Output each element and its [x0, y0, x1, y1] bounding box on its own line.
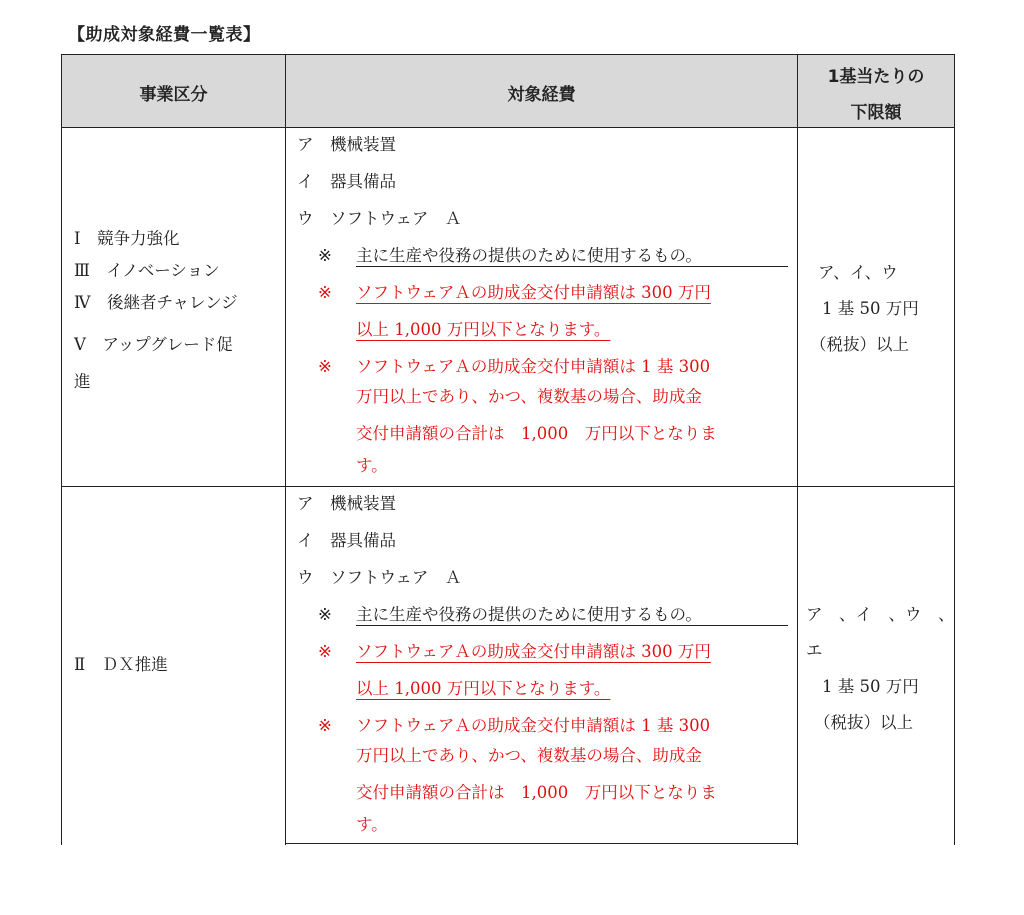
table-border-header-bottom	[61, 127, 955, 128]
row2-note2-cont	[356, 678, 610, 700]
row2-limit-1: ア 、イ 、ウ 、	[806, 605, 955, 624]
header-expense: 対象経費	[507, 85, 576, 105]
row2-item-1: ア 機械装置	[297, 494, 396, 513]
note-mark: ※	[318, 605, 332, 624]
table-border-top	[61, 54, 955, 55]
note-mark: ※	[318, 283, 332, 302]
note-mark: ※	[318, 716, 332, 735]
row1-note2-cont	[356, 319, 610, 341]
row2-note2	[318, 641, 711, 663]
header-limit-line2: 下限額	[850, 103, 902, 123]
note2-line1: ソフトウェアＡの助成金交付申請額は 300 万円	[356, 283, 711, 302]
row1-note3	[318, 356, 710, 378]
row1-category-3: Ⅳ 後継者チャレンジ	[74, 293, 238, 312]
row1-category-2: Ⅲ イノベーション	[74, 261, 220, 280]
table-border-row-divider	[61, 486, 955, 487]
note2-line1: ソフトウェアＡの助成金交付申請額は 300 万円	[356, 642, 711, 661]
row1-note3-line2: 万円以上であり、かつ、複数基の場合、助成金	[356, 387, 702, 406]
note-mark: ※	[318, 246, 332, 265]
row1-limit-1: ア、イ、ウ	[818, 263, 898, 282]
row1-category-5: 進	[74, 372, 91, 391]
header-category: 事業区分	[139, 85, 208, 105]
row1-category-4: Ⅴ アップグレード促	[74, 335, 233, 354]
row2-note3-line2: 万円以上であり、かつ、複数基の場合、助成金	[356, 746, 702, 765]
row1-note2	[318, 282, 711, 304]
row2-limit-2: エ	[806, 641, 823, 660]
row1-limit-3: （税抜）以上	[810, 335, 909, 354]
row1-category-1: Ⅰ 競争力強化	[74, 229, 180, 248]
note-mark: ※	[318, 642, 332, 661]
row2-note3	[318, 715, 710, 737]
table-border-col2	[797, 54, 798, 845]
note1-text: 主に生産や役務の提供のために使用するもの。	[356, 246, 702, 265]
row2-item-2: イ 器具備品	[297, 531, 396, 550]
row1-note3-line4: す。	[356, 456, 388, 475]
table-border-col1	[285, 54, 286, 845]
note3-line1: ソフトウェアＡの助成金交付申請額は 1 基 300	[356, 716, 711, 735]
row1-item-2: イ 器具備品	[297, 172, 396, 191]
row2-note3-line4: す。	[356, 815, 388, 834]
row2-limit-3: 1 基 50 万円	[822, 677, 919, 696]
row1-item-1: ア 機械装置	[297, 135, 396, 154]
row2-limit-4: （税抜）以上	[814, 713, 913, 732]
row1-note1-rule	[356, 266, 788, 267]
header-limit-line1: 1基当たりの	[827, 67, 925, 87]
table-border-left	[61, 54, 62, 845]
row1-item-3: ウ ソフトウェア Ａ	[297, 209, 462, 228]
note2-line2: 以上 1,000 万円以下となります。	[356, 679, 611, 698]
note1-text: 主に生産や役務の提供のために使用するもの。	[356, 605, 702, 624]
row1-limit-2: 1 基 50 万円	[822, 299, 919, 318]
row2-note3-line3: 交付申請額の合計は 1,000 万円以下となりま	[356, 783, 717, 802]
row2-item-3: ウ ソフトウェア Ａ	[297, 568, 462, 587]
row1-note3-line3: 交付申請額の合計は 1,000 万円以下となりま	[356, 424, 717, 443]
note2-line2: 以上 1,000 万円以下となります。	[356, 320, 611, 339]
row1-note1	[318, 245, 702, 267]
row2-note1-rule	[356, 625, 788, 626]
row2-category-1: Ⅱ ＤＸ推進	[74, 655, 168, 674]
document-title: 【助成対象経費一覧表】	[68, 25, 261, 45]
row2-note1	[318, 604, 702, 626]
note3-line1: ソフトウェアＡの助成金交付申請額は 1 基 300	[356, 357, 711, 376]
table-border-bottom-partial	[285, 843, 798, 844]
note-mark: ※	[318, 357, 332, 376]
table-border-right	[954, 54, 955, 845]
